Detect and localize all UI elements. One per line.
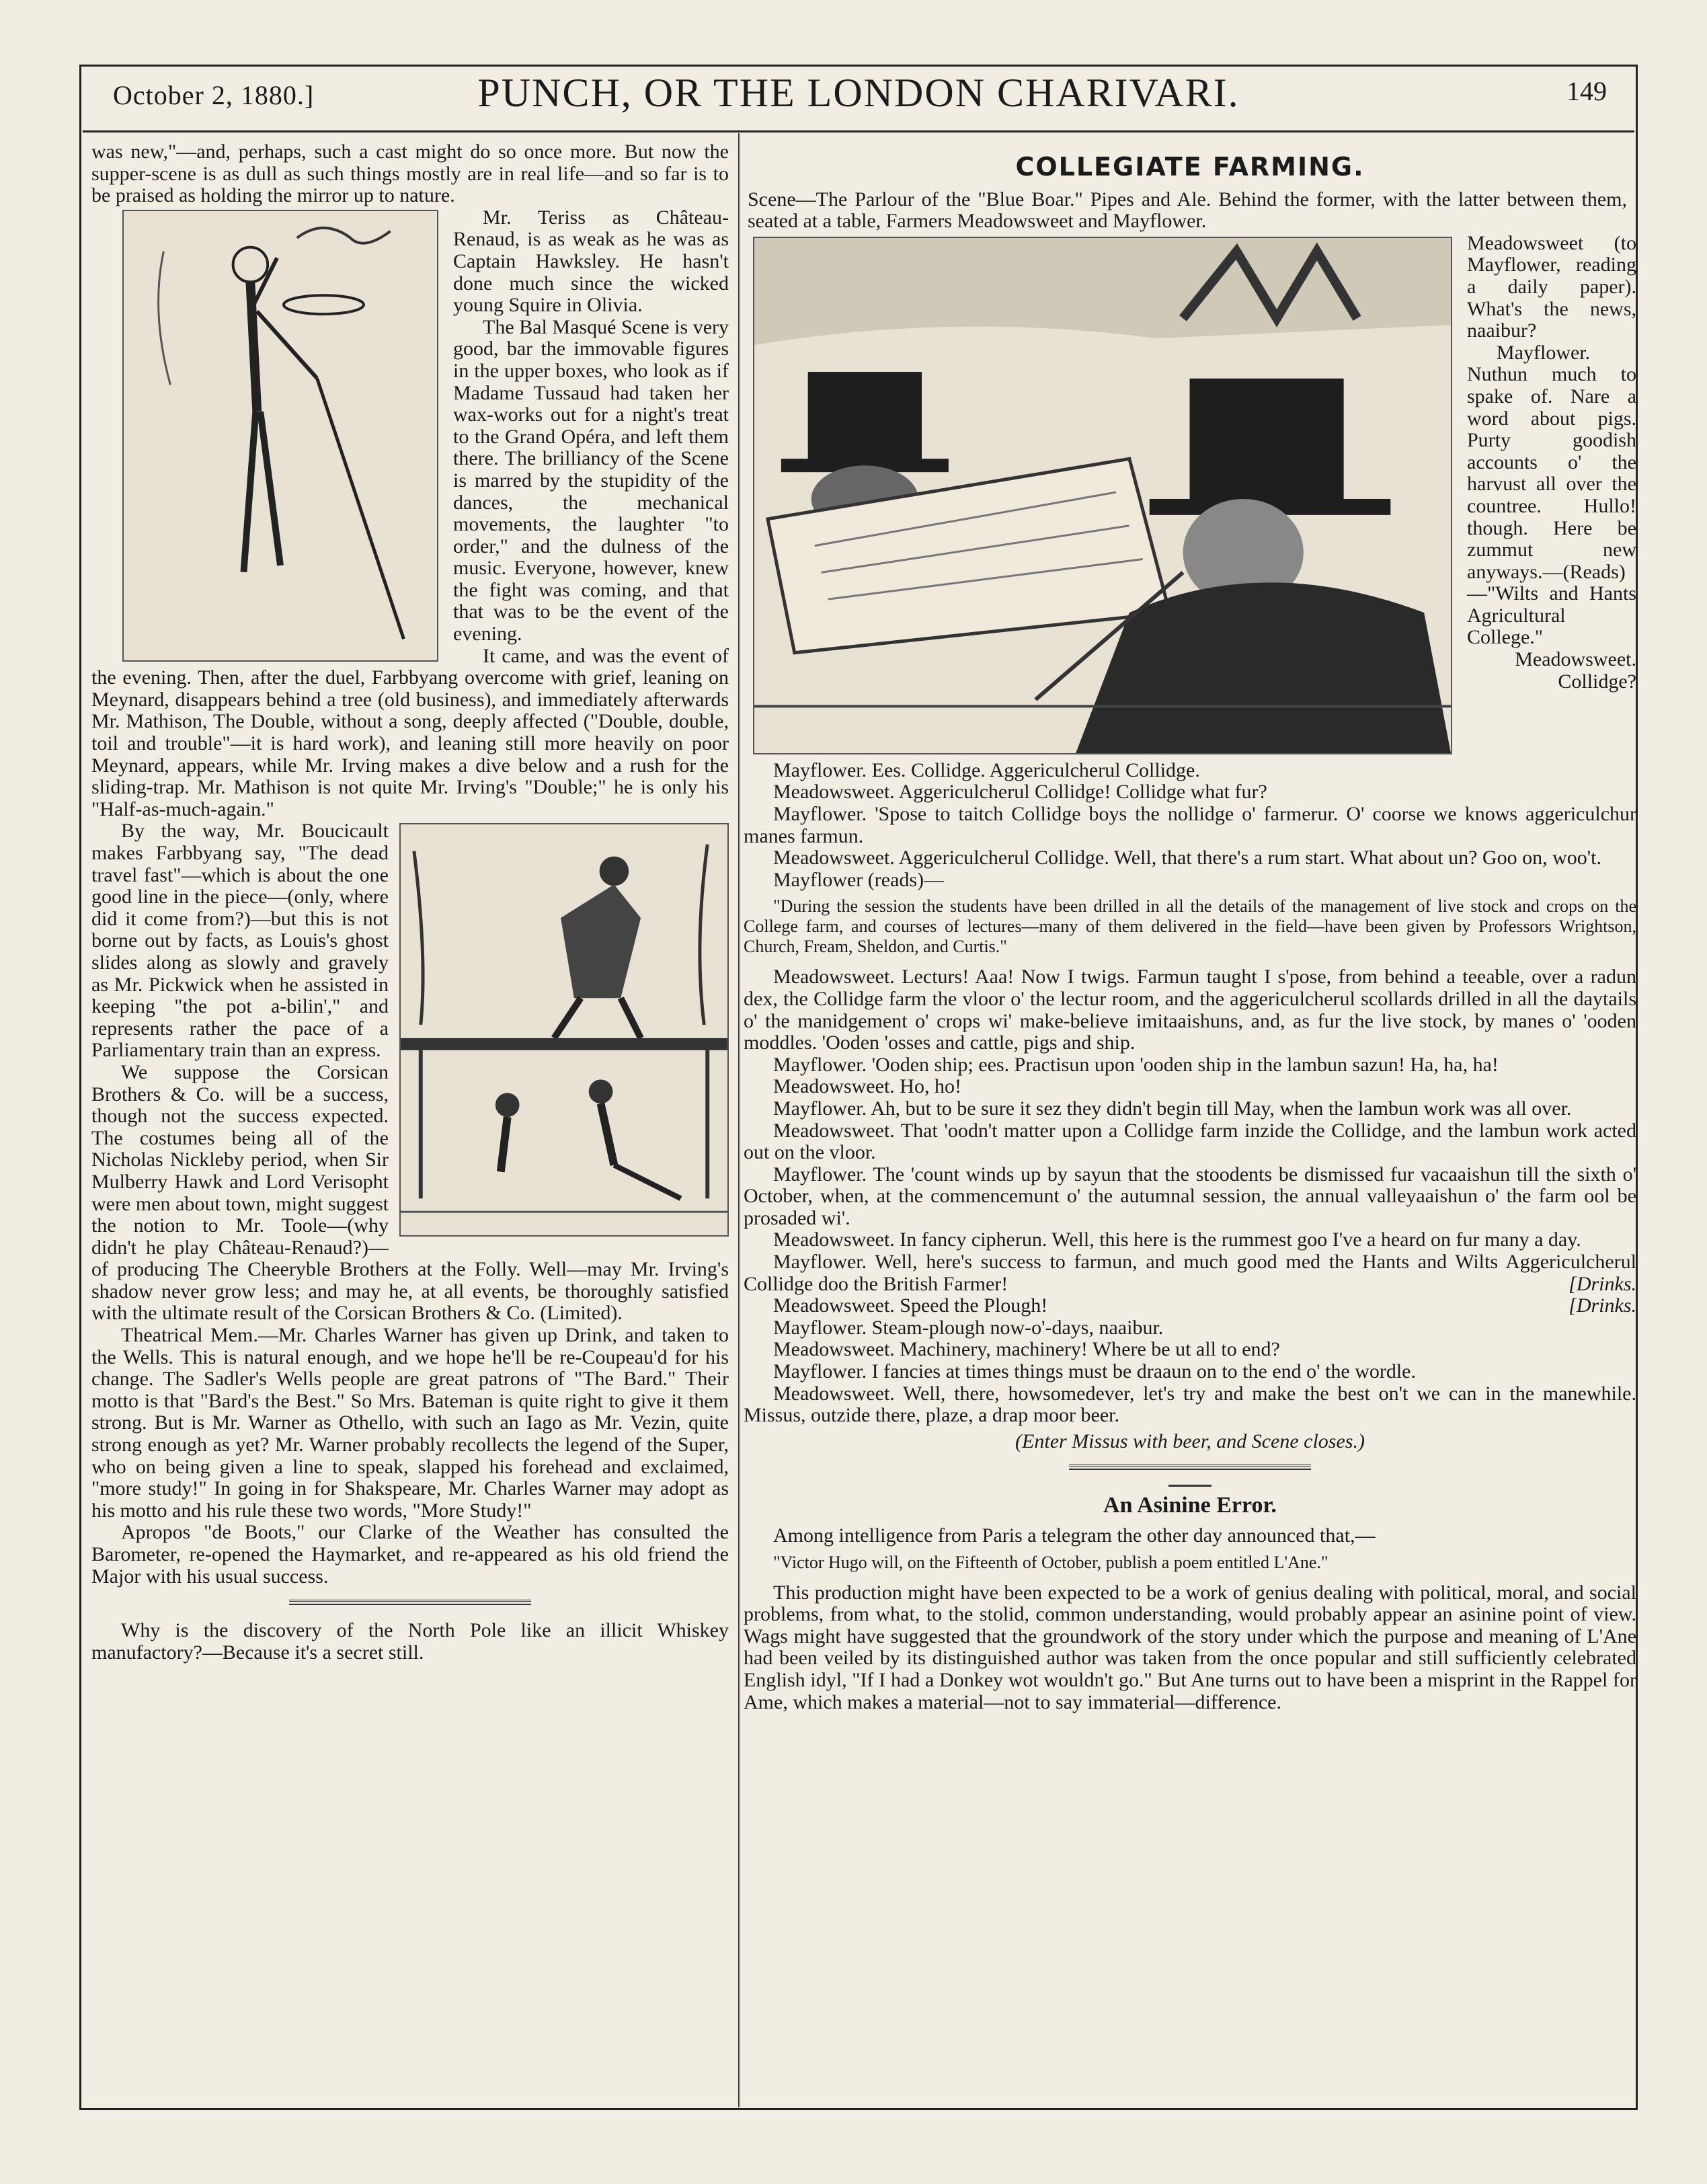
dialogue-14: Mayflower. The 'count winds up by sayun that the stoodents be dismissed fur vacaaishun till the sixth o' October, when, at the commencemunt o' the autumnal session, the annual valleyaaishun o' the farm ool be prosaded wi'. <box>744 1163 1636 1229</box>
dialogue-5: Meadowsweet. Aggericulcherul Collidge! Collidge what fur? <box>773 781 1267 804</box>
article2-paragraph-1: Among intelligence from Paris a telegram the other day announced that,— <box>773 1524 1376 1547</box>
dialogue-18: Mayflower. Steam-plough now-o'-days, naaibur. <box>773 1316 1164 1339</box>
dialogue-21: Meadowsweet. Well, there, howsomedever, let's try and make the best on't we can in the manewhile. Missus, outzide there, plaze, a drap moor beer. <box>744 1382 1636 1427</box>
small-rule <box>1168 1485 1212 1487</box>
left-paragraph-6: We suppose the Corsican Brothers & Co. will be a success, though not the success expected. The costumes being all of the Nicholas Nickleby period, when Sir Mulberry Hawk and Lord Verisopht were men about town, might suggest the notion to Mr. Toole—(why didn't he play Château-Renaud?)—of producing The Cheeryble Brothers at the Folly. Well—may Mr. Irving's shadow never grow less; and may he, at all events, be thoroughly satisfied with the ultimate result of the Corsican Brothers & Co. (Limited). <box>91 1060 729 1325</box>
scene-direction: Scene—The Parlour of the "Blue Boar." Pipes and Ale. Behind the former, with the latter between them, seated at a table, Farmers Meadowsweet and Mayflower. <box>748 188 1627 233</box>
stage-direction-end: (Enter Missus with beer, and Scene closes.) <box>1015 1430 1365 1452</box>
dialogue-6: Mayflower. 'Spose to taitch Collidge boys the nollidge o' farmerur. O' coorse we knows aggericulchur manes farmun. <box>744 802 1636 847</box>
dialogue-19: Meadowsweet. Machinery, machinery! Where be ut all to end? <box>773 1338 1280 1361</box>
dialogue-3: Meadowsweet. Collidge? <box>1515 648 1636 693</box>
dialogue-13: Meadowsweet. That 'oodn't matter upon a Collidge farm inzide the Collidge, and the lambun work acted out on the vloor. <box>744 1119 1636 1164</box>
page-number: 149 <box>1566 76 1607 106</box>
header-rule <box>83 130 1634 132</box>
section-rule <box>289 1600 531 1605</box>
dialogue-9: Meadowsweet. Lecturs! Aaa! Now I twigs. Farmun taught I s'pose, from behind a teeable, over a radun dex, the Collidge farm the vloor o' the lectur room, and the aggericulcherul scollards drilled in all the daytails o' the manidgement o' crops wi' make-believe imitaaishuns, and, as fur the live stock, by manes o' 'ooden moddles. 'Ooden 'osses and cattle, pigs and ship. <box>744 966 1636 1054</box>
left-paragraph-1: was new,"—and, perhaps, such a cast might do so once more. But now the supper-scene is as dull as such things mostly are in real life—and so far is to be praised as holding the mirror up to nature. <box>91 141 729 207</box>
page-header <box>81 66 1636 128</box>
stilt-walker-icon <box>122 210 438 662</box>
dialogue-2: Mayflower. Nuthun much to spake of. Nare a word about pigs. Purty goodish accounts o' the harvust all over the countree. Hullo! though. Here be zummut new anyways.—(Reads)—"Wilts and Hants Agricultural College." <box>1467 341 1636 649</box>
dialogue-16-text: Mayflower. Well, here's success to farmun, and much good med the Hants and Wilts Aggericulcherul Collidge doo the British Farmer! <box>744 1251 1636 1295</box>
article-rule <box>1069 1465 1311 1470</box>
dialogue-17 <box>744 1295 1636 1317</box>
left-paragraph-4: It came, and was the event of the evening. Then, after the duel, Farbbyang overcome with grief, leaning on Meynard, disappears behind a tree (old business), and immediately afterwards Mr. Mathison, The Double, without a song, deeply affected ("Double, double, toil and trouble"—it is hard work), and leaning still more heavily on poor Meynard, appears, while Mr. Irving makes a dive below and a rush for the sliding-trap. Mr. Mathison is not quite Mr. Irving's "Double;" he is only his "Half-as-much-again." <box>91 644 729 820</box>
second-article-title: An Asinine Error. <box>1103 1493 1277 1518</box>
left-paragraph-7: Theatrical Mem.—Mr. Charles Warner has given up Drink, and taken to the Wells. This is natural enough, and we hope he'll be re-Coupeau'd for his change. The Sadler's Wells people are great patrons of "The Bard." Their motto is that "Bard's the Best." So Mrs. Bateman is quite right to give it them strong. But is Mr. Warner as Othello, with such an Iago as Mr. Vezin, quite strong enough as yet? Mr. Warner probably recollects the legend of the Super, who on being given a line to speak, slapped his forehead and exclaimed, "more study!" In going in for Shakspeare, Mr. Charles Warner may adopt as his motto and his rule these two words, "More Study!" <box>91 1324 729 1522</box>
article2-paragraph-2: This production might have been expected to be a work of genius dealing with political, moral, and social problems, from what, to the stolid, common understanding, would probably appear an asinine point of view. Wags might have suggested that the groundwork of the story under which the purpose and meaning of L'Ane had been veiled by its distinguished author was taken from the once popular and still sufficiently celebrated English idyl, "If I had a Donkey wot wouldn't go." But Ane turns out to have been a misprint in the Rappel for Ame, which makes a material—not to say immaterial—difference. <box>744 1581 1636 1713</box>
dialogue-4: Mayflower. Ees. Collidge. Aggericulcherul Collidge. <box>773 758 1200 781</box>
masthead-title: PUNCH, OR THE LONDON CHARIVARI. <box>477 71 1240 115</box>
dialogue-11: Meadowsweet. Ho, ho! <box>773 1075 961 1098</box>
left-paragraph-8: Apropos "de Boots," our Clarke of the Weather has consulted the Barometer, re-opened the Haymarket, and re-appeared as his old friend the Major with his usual success. <box>91 1521 729 1588</box>
dialogue-10: Mayflower. 'Ooden ship; ees. Practisun upon 'ooden ship in the lambun sazun! Ha, ha, ha! <box>773 1053 1499 1076</box>
dialogue-15: Meadowsweet. In fancy cipherun. Well, this here is the rummest goo I've a heard on fur many a day. <box>773 1228 1581 1251</box>
left-column <box>91 141 729 1664</box>
farmers-reading-icon <box>753 237 1452 754</box>
right-column <box>744 141 1636 1713</box>
column-divider <box>738 133 740 2107</box>
left-paragraph-3: The Bal Masqué Scene is very good, bar the immovable figures in the upper boxes, who look as if Madame Tussaud had taken her wax-works out for a night's treat to the Grand Opéra, and left them there. The brilliancy of the Scene is marred by the stupidity of the dances, the mechanical movements, the laughter "to order," and the dulness of the music. Everyone, however, knew the fight was coming, and that that was to be the event of the evening. <box>453 315 729 646</box>
left-paragraph-5: By the way, Mr. Boucicault makes Farbbyang say, "The dead travel fast"—which is about the one good line in the piece—(only, where did it come from?)—but this is not borne out by facts, as Louis's ghost slides along as slowly and gravely as Mr. Pickwick when he assisted in keeping "the pot a-bilin'," and represents rather the pace of a Parliamentary train than an express. <box>91 820 389 1062</box>
dialogue-7: Meadowsweet. Aggericulcherul Collidge. Well, that there's a rum start. What about un? Goo on, woo't. <box>773 847 1601 869</box>
hugo-quote: "Victor Hugo will, on the Fifteenth of October, publish a poem entitled L'Ane." <box>773 1552 1328 1572</box>
issue-date: October 2, 1880.] <box>113 80 315 110</box>
dialogue-17-text: Meadowsweet. Speed the Plough! <box>773 1294 1048 1317</box>
dialogue-1: Meadowsweet (to Mayflower, reading a daily paper). What's the news, naaibur? <box>1467 231 1636 342</box>
duel-scene-icon <box>399 823 729 1237</box>
stage-drinks-2: [Drinks. <box>1569 1294 1636 1317</box>
college-quote: "During the session the students have been drilled in all the details of the management of live stock and crops on the College farm, and courses of lectures—many of them delivered in the field—have been given by Professors Wrightson, Church, Fream, Sheldon, and Curtis." <box>744 896 1636 957</box>
dialogue-16 <box>744 1251 1636 1295</box>
dialogue-8: Mayflower (reads)— <box>773 868 945 891</box>
left-paragraph-9: Why is the discovery of the North Pole like an illicit Whiskey manufactory?—Because it's a secret still. <box>91 1619 729 1664</box>
stage-drinks-1: [Drinks. <box>1569 1272 1636 1295</box>
article-title: COLLEGIATE FARMING. <box>1015 152 1365 182</box>
left-paragraph-2: Mr. Teriss as Château-Renaud, is as weak as he was as Captain Hawksley. He hasn't done much since the wicked young Squire in Olivia. <box>453 206 729 317</box>
dialogue-20: Mayflower. I fancies at times things must be draaun on to the end o' the wordle. <box>773 1360 1417 1383</box>
dialogue-12: Mayflower. Ah, but to be sure it sez they didn't begin till May, when the lambun work was all over. <box>773 1097 1572 1120</box>
